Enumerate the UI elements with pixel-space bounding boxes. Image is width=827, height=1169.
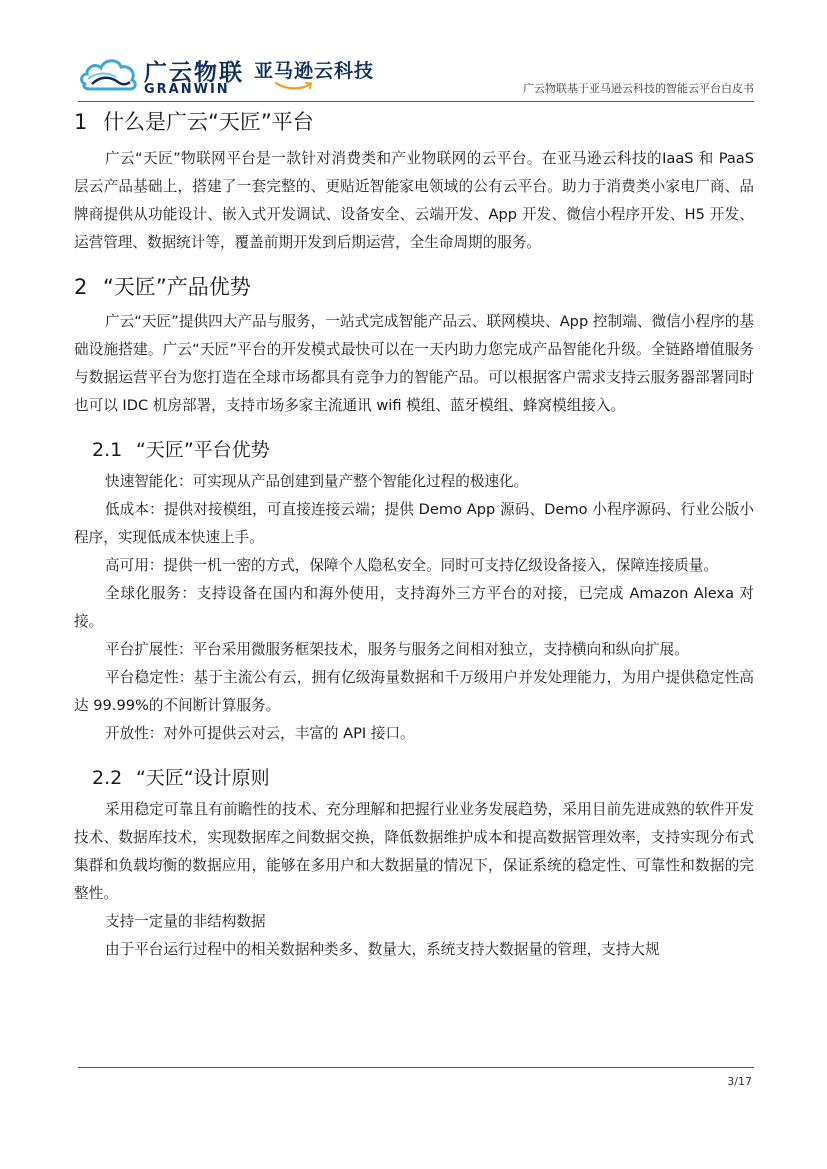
section-2-2-number: 2.2 — [92, 767, 123, 789]
advantage-item: 低成本：提供对接模组，可直接连接云端；提供 Demo App 源码、Demo 小程序源码、行业公版小程序，实现低成本快速上手。 — [74, 501, 754, 546]
section-2-paragraph: 广云“天匠”提供四大产品与服务，一站式完成智能产品云、联网模块、App 控制端、微信小程序的基础设施搭建。广云“天匠”平台的开发模式最快可以在一天内助力您完成产品智能化升级。全链路增值服务与数据运营平台为您打造在全球市场都具有竞争力的智能产品。可以根据客户需求支持云服务器部署同时也可以 IDC 机房部署，支持市场多家主流通讯 wifi 模组、蓝牙模组、蜂窝模组接入。 — [74, 313, 754, 414]
advantage-item: 开放性：对外可提供云对云，丰富的 API 接口。 — [105, 725, 415, 742]
document-title: 广云物联基于亚马逊云科技的智能云平台白皮书 — [523, 82, 754, 95]
design-principle-paragraph: 采用稳定可靠且有前瞻性的技术、充分理解和把握行业业务发展趋势，采用目前先进成熟的软件开发技术、数据库技术，实现数据库之间数据交换，降低数据维护成本和提高数据管理效率，支持实现分布式集群和负载均衡的数据应用，能够在多用户和大数据量的情况下，保证系统的稳定性、可靠性和数据的完整性。 — [74, 801, 754, 902]
footer-divider — [78, 1067, 754, 1068]
partner-name: 亚马逊云科技 — [254, 60, 375, 82]
section-1-paragraph: 广云“天匠”物联网平台是一款针对消费类和产业物联网的云平台。在亚马逊云科技的IaaS 和 PaaS 层云产品基础上，搭建了一套完整的、更贴近智能家电领域的公有云平台。助力于消费类小家电厂商、品牌商提供从功能设计、嵌入式开发调试、设备安全、云端开发、App 开发、微信小程序开发、H5 开发、运营管理、数据统计等，覆盖前期开发到后期运营，全生命周期的服务。 — [74, 150, 754, 251]
section-2-2-heading — [92, 762, 754, 794]
advantage-item: 平台稳定性：基于主流公有云，拥有亿级海量数据和千万级用户并发处理能力，为用户提供稳定性高达 99.99%的不间断计算服务。 — [74, 669, 754, 714]
section-1-title: 什么是广云“天匠”平台 — [103, 110, 314, 134]
section-2-title: “天匠”产品优势 — [103, 275, 251, 299]
amazon-smile-icon — [274, 80, 314, 92]
logo-chinese-name: 广云物联 — [144, 60, 244, 86]
section-1-heading — [74, 106, 754, 138]
section-2-1-title: “天匠”平台优势 — [136, 439, 270, 461]
section-2-number: 2 — [74, 275, 88, 299]
section-1-number: 1 — [74, 110, 88, 134]
section-2-2-title: “天匠“设计原则 — [136, 767, 270, 789]
design-principle-paragraph: 由于平台运行过程中的相关数据种类多、数量大，系统支持大数据量的管理，支持大规 — [105, 941, 660, 958]
page-number: 3/17 — [727, 1075, 752, 1088]
design-principle-paragraph: 支持一定量的非结构数据 — [105, 913, 266, 930]
section-2-1-number: 2.1 — [92, 439, 123, 461]
section-2-heading — [74, 271, 754, 303]
logo-english-name: GRANWIN — [144, 82, 230, 97]
advantage-item: 全球化服务：支持设备在国内和海外使用，支持海外三方平台的对接，已完成 Amazon Alexa 对接。 — [74, 585, 754, 630]
granwin-cloud-logo-icon — [78, 54, 140, 94]
page-header — [78, 52, 754, 102]
section-2-1-heading — [92, 434, 754, 466]
document-body — [74, 106, 754, 964]
advantage-item: 平台扩展性：平台采用微服务框架技术，服务与服务之间相对独立，支持横向和纵向扩展。 — [105, 641, 689, 658]
header-divider — [78, 101, 754, 102]
advantage-item: 高可用：提供一机一密的方式，保障个人隐私安全。同时可支持亿级设备接入，保障连接质量。 — [105, 557, 718, 574]
advantage-item: 快速智能化：可实现从产品创建到量产整个智能化过程的极速化。 — [105, 473, 529, 490]
